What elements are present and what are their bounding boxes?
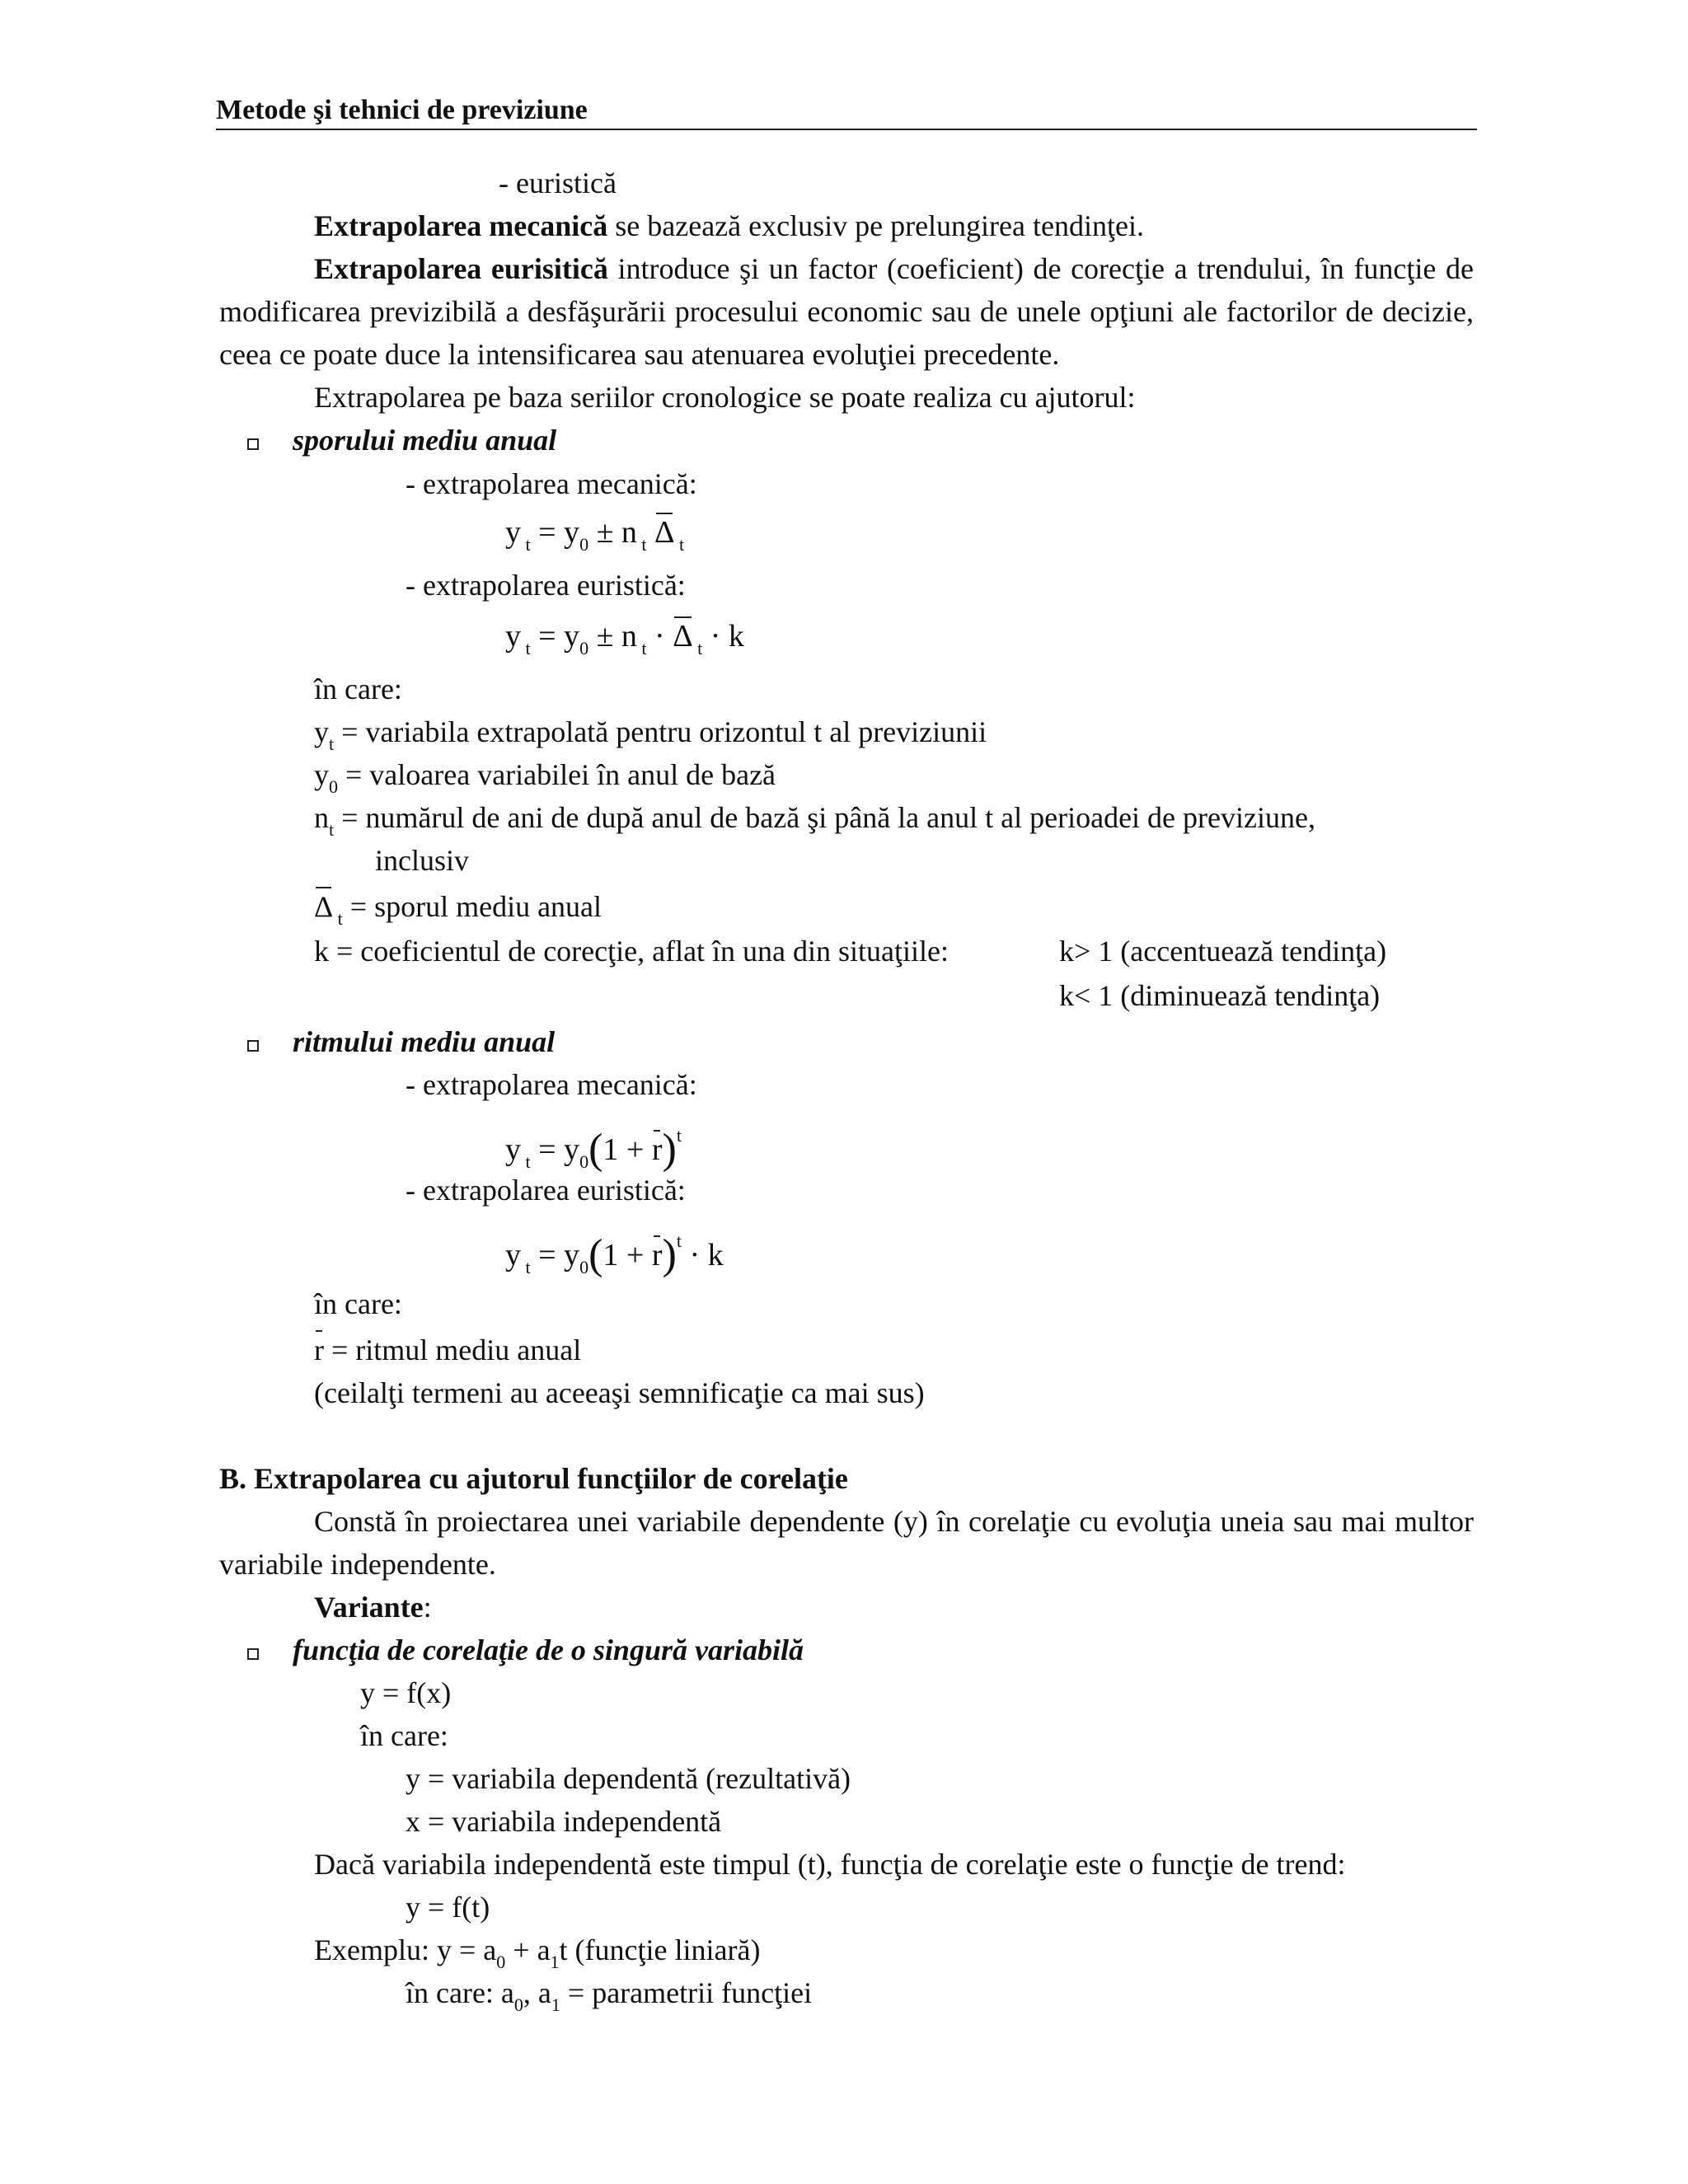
trend-sentence: Dacă variabila independentă este timpul (t), funcţia de corelaţie este o funcţie de trend: bbox=[314, 1848, 1346, 1881]
k-less-case: k< 1 (diminuează tendinţa) bbox=[1059, 979, 1381, 1012]
definition-rest: (ceilalţi termeni au aceeaşi semnificaţie ca mai sus) bbox=[314, 1376, 925, 1409]
section-b-heading: B. Extrapolarea cu ajutorul funcţiilor de corelaţie bbox=[219, 1462, 848, 1495]
heuristic-label-1: - extrapolarea euristică: bbox=[406, 569, 686, 602]
bullet-square-icon bbox=[247, 1648, 259, 1660]
definition-y-dependent: y = variabila dependentă (rezultativă) bbox=[406, 1762, 851, 1795]
bullet-square-icon bbox=[247, 438, 259, 450]
heuristic-label-2: - extrapolarea euristică: bbox=[406, 1174, 686, 1207]
definition-delta: Δ $_t$ = sporul mediu anual bbox=[314, 885, 602, 940]
definition-r: r = ritmul mediu anual bbox=[314, 1329, 581, 1371]
definition-nt: $n_t$ = numărul de ani de după anul de bază şi până la anul t al perioadei de previziune, bbox=[314, 801, 1315, 840]
example-linear: Exemplu: $y = a_0 + a_1t$ (funcţie liniară) bbox=[314, 1933, 761, 1972]
parameters-definition: în care: $a_0$, $a_1$ = parametrii funcţiei bbox=[406, 1976, 813, 2015]
definition-yt: $y_t$ = variabila extrapolată pentru orizontul t al previziunii bbox=[314, 715, 987, 754]
bullet-ritmul-mediu: ritmului mediu anual bbox=[293, 1025, 556, 1058]
definition-x-independent: x = variabila independentă bbox=[406, 1805, 722, 1838]
heuristic-paragraph: Extrapolarea eurisitică introduce şi un factor (coeficient) de corecţie a trendului, în funcţie de modificarea previzibilă a desfăşurării procesului economic sau de unele opţiuni ale factorilor de decizie, ceea ce poate duce la intensificarea sau atenuarea evoluţiei precedente. bbox=[219, 252, 1474, 371]
series-intro: Extrapolarea pe baza seriilor cronologice se poate realiza cu ajutorul: bbox=[314, 381, 1136, 414]
definition-y0: $y_0$ = valoarea variabilei în anul de bază bbox=[314, 758, 776, 797]
k-greater-case: k> 1 (accentuează tendinţa) bbox=[1059, 935, 1387, 968]
variants-label: Variante: bbox=[314, 1591, 432, 1624]
list-dash-euristica: - euristică bbox=[499, 166, 617, 199]
formula-y-ft: y = f(t) bbox=[406, 1891, 490, 1924]
bullet-single-variable: funcţia de corelaţie de o singură variabilă bbox=[293, 1633, 804, 1666]
formula-heuristic-spor: y $_t = y_0 \pm n$ $_t$ · Δ $_t$ · k bbox=[505, 615, 744, 670]
mechanical-label-2: - extrapolarea mecanică: bbox=[406, 1068, 697, 1101]
bullet-square-icon bbox=[247, 1040, 259, 1052]
formula-heuristic-ritm: y $_t = y_0(1 + r)^t \cdot k$ bbox=[505, 1230, 724, 1278]
section-b-paragraph: Constă în proiectarea unei variabile dependente (y) în corelaţie cu evoluţia uneia sau mai multor variabile independente. bbox=[219, 1505, 1474, 1581]
formula-mechanical-spor: y $_t = y_0 \pm n$ $_t$ Δ $_t$ bbox=[505, 511, 684, 566]
definition-nt-cont: inclusiv bbox=[375, 844, 469, 877]
where-label-1: în care: bbox=[314, 673, 402, 705]
formula-mechanical-ritm: y $_t = y_0(1 + r)^t$ bbox=[505, 1125, 682, 1173]
where-label-3: în care: bbox=[360, 1719, 448, 1752]
mechanical-label-1: - extrapolarea mecanică: bbox=[406, 467, 697, 500]
definition-k: k = coeficientul de corecţie, aflat în una din situaţiile: bbox=[314, 935, 950, 968]
bullet-sporul-mediu: sporului mediu anual bbox=[293, 424, 557, 457]
mechanical-definition: Extrapolarea mecanică se bazează exclusiv pe prelungirea tendinţei. bbox=[314, 209, 1144, 242]
page-header: Metode şi tehnici de previziune bbox=[216, 92, 1477, 130]
where-label-2: în care: bbox=[314, 1287, 402, 1320]
formula-y-fx: y = f(x) bbox=[360, 1676, 452, 1709]
